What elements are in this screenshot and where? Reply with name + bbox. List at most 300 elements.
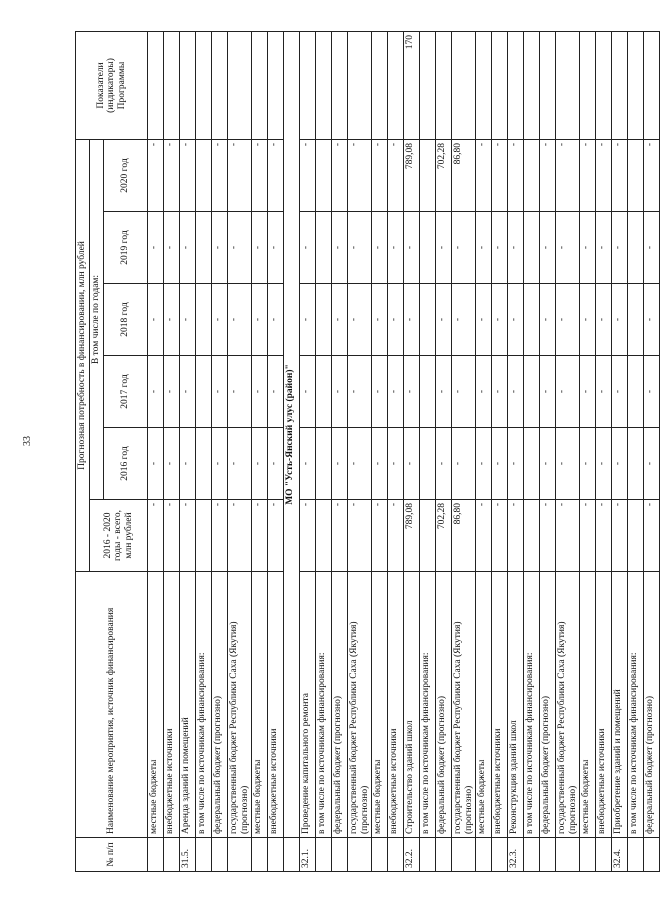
table-row: [180, 32, 196, 872]
row-2019: [628, 212, 644, 284]
row-indicator: [332, 32, 348, 140]
row-2016: -: [388, 428, 404, 500]
row-2016: [316, 428, 332, 500]
row-2020: -: [300, 140, 316, 212]
row-2020: [316, 140, 332, 212]
row-2018: -: [268, 284, 284, 356]
row-2019: -: [540, 212, 556, 284]
row-2016: -: [252, 428, 268, 500]
row-number: 32.1.: [300, 838, 316, 872]
row-name: Строительство зданий школ: [404, 572, 420, 838]
row-total: [196, 500, 212, 572]
table-row: [212, 32, 228, 872]
table-row: [404, 32, 420, 872]
row-total: -: [268, 500, 284, 572]
table-row: [524, 32, 540, 872]
header-forecast: Прогнозная потребность в финансировании, млн рублей: [76, 140, 90, 572]
row-total: -: [596, 500, 612, 572]
row-2016: -: [348, 428, 372, 500]
row-name: государственный бюджет Республики Саха (Якутия) (прогнозно): [556, 572, 580, 838]
row-indicator: [492, 32, 508, 140]
header-indicators: Показатели (индикаторы) Программы: [76, 32, 148, 140]
row-2019: -: [228, 212, 252, 284]
row-2018: -: [492, 284, 508, 356]
row-number: [164, 838, 180, 872]
row-2020: [196, 140, 212, 212]
row-2017: -: [332, 356, 348, 428]
row-2017: [420, 356, 436, 428]
row-2016: [524, 428, 540, 500]
table-row: [436, 32, 452, 872]
row-total: -: [644, 500, 660, 572]
table-row: [164, 32, 180, 872]
row-2016: -: [596, 428, 612, 500]
row-number: [644, 838, 660, 872]
row-number: [316, 838, 332, 872]
row-2019: [196, 212, 212, 284]
row-name: местные бюджеты: [252, 572, 268, 838]
table-row: [348, 32, 372, 872]
row-number: [524, 838, 540, 872]
table-row: [388, 32, 404, 872]
row-total: -: [388, 500, 404, 572]
row-2020: 86,80: [452, 140, 476, 212]
header-num: № п/п: [76, 838, 148, 872]
row-indicator: [372, 32, 388, 140]
row-indicator: [300, 32, 316, 140]
row-2018: -: [476, 284, 492, 356]
row-indicator: [420, 32, 436, 140]
row-name: внебюджетные источники: [268, 572, 284, 838]
row-number: [476, 838, 492, 872]
row-2017: [628, 356, 644, 428]
row-number: [212, 838, 228, 872]
row-2020: -: [540, 140, 556, 212]
row-number: [580, 838, 596, 872]
row-2019: -: [436, 212, 452, 284]
table-row: [300, 32, 316, 872]
row-2020: -: [476, 140, 492, 212]
row-2019: -: [300, 212, 316, 284]
table-body: [148, 32, 660, 872]
section-title: МО "Усть-Янский улус (район)": [284, 32, 300, 838]
row-2019: -: [268, 212, 284, 284]
row-2017: -: [268, 356, 284, 428]
row-2018: -: [508, 284, 524, 356]
row-total: -: [228, 500, 252, 572]
row-2016: -: [644, 428, 660, 500]
row-2016: -: [372, 428, 388, 500]
row-total: -: [580, 500, 596, 572]
row-2020: -: [268, 140, 284, 212]
row-2019: -: [372, 212, 388, 284]
row-2018: -: [644, 284, 660, 356]
table-row: [196, 32, 212, 872]
row-name: государственный бюджет Республики Саха (Якутия) (прогнозно): [348, 572, 372, 838]
row-indicator: [644, 32, 660, 140]
table-row: [148, 32, 164, 872]
row-2018: -: [404, 284, 420, 356]
row-2018: -: [164, 284, 180, 356]
row-2019: -: [180, 212, 196, 284]
row-2016: [628, 428, 644, 500]
row-number: [388, 838, 404, 872]
row-2018: -: [436, 284, 452, 356]
row-2016: [196, 428, 212, 500]
row-number: 32.4.: [612, 838, 628, 872]
row-name: федеральный бюджет (прогнозно): [212, 572, 228, 838]
row-2017: -: [212, 356, 228, 428]
row-2019: -: [452, 212, 476, 284]
row-2016: -: [148, 428, 164, 500]
row-name: внебюджетные источники: [164, 572, 180, 838]
row-2017: -: [388, 356, 404, 428]
row-name: местные бюджеты: [372, 572, 388, 838]
table-row: [332, 32, 348, 872]
row-indicator: [148, 32, 164, 140]
row-name: в том числе по источникам финансирования:: [628, 572, 644, 838]
table-header: [76, 32, 148, 872]
row-total: [420, 500, 436, 572]
row-2018: -: [540, 284, 556, 356]
row-2017: -: [508, 356, 524, 428]
row-2019: -: [148, 212, 164, 284]
row-total: -: [508, 500, 524, 572]
row-2017: -: [452, 356, 476, 428]
header-year: 2016 год: [104, 428, 148, 500]
row-2018: [196, 284, 212, 356]
table-row: [452, 32, 476, 872]
row-2020: [420, 140, 436, 212]
row-2017: -: [580, 356, 596, 428]
table-row: [508, 32, 524, 872]
row-total: -: [540, 500, 556, 572]
row-2019: -: [404, 212, 420, 284]
row-number: [196, 838, 212, 872]
header-name: Наименование мероприятия, источник финансирования: [76, 572, 148, 838]
row-2020: 789,08: [404, 140, 420, 212]
table-row: [492, 32, 508, 872]
row-indicator: [388, 32, 404, 140]
row-total: -: [372, 500, 388, 572]
row-2020: -: [228, 140, 252, 212]
row-indicator: [628, 32, 644, 140]
row-indicator: [476, 32, 492, 140]
row-name: в том числе по источникам финансирования:: [420, 572, 436, 838]
row-2018: -: [332, 284, 348, 356]
row-2016: -: [212, 428, 228, 500]
row-total: [524, 500, 540, 572]
row-indicator: [164, 32, 180, 140]
row-2020: -: [556, 140, 580, 212]
row-number: [436, 838, 452, 872]
row-2017: [524, 356, 540, 428]
row-2017: -: [404, 356, 420, 428]
row-total: -: [300, 500, 316, 572]
row-2016: -: [580, 428, 596, 500]
row-number: [148, 838, 164, 872]
row-indicator: [316, 32, 332, 140]
table-row: [644, 32, 660, 872]
row-number: 32.3.: [508, 838, 524, 872]
row-2017: -: [300, 356, 316, 428]
row-name: Приобретение зданий и помещений: [612, 572, 628, 838]
row-number: [420, 838, 436, 872]
row-indicator: [452, 32, 476, 140]
row-2019: -: [612, 212, 628, 284]
row-name: внебюджетные источники: [492, 572, 508, 838]
row-total: [628, 500, 644, 572]
row-2019: -: [332, 212, 348, 284]
row-2020: -: [148, 140, 164, 212]
row-2018: -: [372, 284, 388, 356]
row-name: местные бюджеты: [148, 572, 164, 838]
row-2019: [420, 212, 436, 284]
table-row: [612, 32, 628, 872]
row-number: [268, 838, 284, 872]
row-2016: -: [540, 428, 556, 500]
row-2018: [420, 284, 436, 356]
row-2020: [628, 140, 644, 212]
row-2018: -: [452, 284, 476, 356]
row-number: [492, 838, 508, 872]
row-2017: -: [436, 356, 452, 428]
rotated-page: [75, 32, 655, 872]
row-name: федеральный бюджет (прогнозно): [332, 572, 348, 838]
row-number: [372, 838, 388, 872]
row-2018: -: [180, 284, 196, 356]
header-year: 2020 год: [104, 140, 148, 212]
section-num-cell: [284, 838, 300, 872]
row-2020: -: [580, 140, 596, 212]
row-name: внебюджетные источники: [388, 572, 404, 838]
row-2018: -: [148, 284, 164, 356]
row-name: Аренда зданий и помещений: [180, 572, 196, 838]
row-name: местные бюджеты: [476, 572, 492, 838]
table-row: [268, 32, 284, 872]
row-number: 32.2.: [404, 838, 420, 872]
row-name: федеральный бюджет (прогнозно): [436, 572, 452, 838]
row-number: 31.5.: [180, 838, 196, 872]
table-row: [316, 32, 332, 872]
row-indicator: [268, 32, 284, 140]
row-indicator: [196, 32, 212, 140]
row-2018: -: [612, 284, 628, 356]
row-2020: -: [252, 140, 268, 212]
row-indicator: [348, 32, 372, 140]
row-indicator: [228, 32, 252, 140]
row-2019: [316, 212, 332, 284]
row-2017: -: [180, 356, 196, 428]
row-2019: [524, 212, 540, 284]
row-2019: -: [252, 212, 268, 284]
section-row: [284, 32, 300, 872]
row-number: [348, 838, 372, 872]
row-2018: -: [596, 284, 612, 356]
row-number: [628, 838, 644, 872]
row-total: -: [348, 500, 372, 572]
row-2016: -: [436, 428, 452, 500]
row-total: 789,08: [404, 500, 420, 572]
row-2016: -: [492, 428, 508, 500]
row-number: [228, 838, 252, 872]
row-indicator: [580, 32, 596, 140]
row-2017: -: [556, 356, 580, 428]
row-total: 86,80: [452, 500, 476, 572]
row-total: -: [164, 500, 180, 572]
table-row: [628, 32, 644, 872]
row-2020: -: [612, 140, 628, 212]
row-2017: [196, 356, 212, 428]
row-indicator: [556, 32, 580, 140]
row-2016: -: [228, 428, 252, 500]
row-indicator: [212, 32, 228, 140]
row-total: 702,28: [436, 500, 452, 572]
row-name: государственный бюджет Республики Саха (Якутия) (прогнозно): [452, 572, 476, 838]
row-2018: -: [228, 284, 252, 356]
header-total: 2016 - 2020 годы - всего, млн рублей: [90, 500, 148, 572]
row-2016: -: [452, 428, 476, 500]
row-2019: -: [476, 212, 492, 284]
row-2019: -: [508, 212, 524, 284]
table-row: [476, 32, 492, 872]
row-2016: [420, 428, 436, 500]
row-2020: -: [164, 140, 180, 212]
row-2019: -: [644, 212, 660, 284]
row-2016: -: [180, 428, 196, 500]
row-total: -: [252, 500, 268, 572]
row-2018: [628, 284, 644, 356]
row-2020: -: [180, 140, 196, 212]
row-total: -: [148, 500, 164, 572]
row-2020: -: [596, 140, 612, 212]
row-2019: -: [556, 212, 580, 284]
header-year: 2019 год: [104, 212, 148, 284]
row-2019: -: [388, 212, 404, 284]
row-2018: -: [580, 284, 596, 356]
row-2016: -: [612, 428, 628, 500]
row-name: в том числе по источникам финансирования:: [316, 572, 332, 838]
table-row: [580, 32, 596, 872]
row-2019: -: [596, 212, 612, 284]
row-name: местные бюджеты: [580, 572, 596, 838]
row-2019: -: [580, 212, 596, 284]
row-name: внебюджетные источники: [596, 572, 612, 838]
row-total: -: [556, 500, 580, 572]
table-row: [372, 32, 388, 872]
row-2016: -: [476, 428, 492, 500]
row-2018: -: [252, 284, 268, 356]
row-number: [596, 838, 612, 872]
row-name: Реконструкция зданий школ: [508, 572, 524, 838]
row-indicator: [180, 32, 196, 140]
row-2018: -: [348, 284, 372, 356]
row-2020: -: [372, 140, 388, 212]
row-indicator: [252, 32, 268, 140]
financing-table: [75, 31, 660, 872]
row-total: -: [212, 500, 228, 572]
row-2017: -: [492, 356, 508, 428]
row-2019: -: [164, 212, 180, 284]
table-row: [420, 32, 436, 872]
row-name: в том числе по источникам финансирования:: [524, 572, 540, 838]
row-2020: -: [212, 140, 228, 212]
row-2017: [316, 356, 332, 428]
page-number: 33: [22, 436, 33, 446]
table-row: [596, 32, 612, 872]
row-2017: -: [148, 356, 164, 428]
row-2020: -: [388, 140, 404, 212]
row-2017: -: [476, 356, 492, 428]
row-number: [332, 838, 348, 872]
row-2016: -: [508, 428, 524, 500]
row-2017: -: [164, 356, 180, 428]
row-name: Проведение капитального ремонта: [300, 572, 316, 838]
table-row: [540, 32, 556, 872]
header-year: 2018 год: [104, 284, 148, 356]
row-number: [556, 838, 580, 872]
row-2016: -: [164, 428, 180, 500]
row-2017: -: [228, 356, 252, 428]
row-2016: -: [300, 428, 316, 500]
row-indicator: [612, 32, 628, 140]
row-2019: -: [212, 212, 228, 284]
header-by-years: В том числе по годам:: [90, 140, 104, 500]
row-name: федеральный бюджет (прогнозно): [644, 572, 660, 838]
row-2018: [316, 284, 332, 356]
row-2017: -: [644, 356, 660, 428]
row-2017: -: [596, 356, 612, 428]
table-row: [556, 32, 580, 872]
row-2016: -: [556, 428, 580, 500]
row-2017: -: [372, 356, 388, 428]
row-2020: -: [492, 140, 508, 212]
row-total: -: [332, 500, 348, 572]
row-2018: [524, 284, 540, 356]
row-indicator: [596, 32, 612, 140]
header-year: 2017 год: [104, 356, 148, 428]
row-indicator: 170: [404, 32, 420, 140]
row-indicator: [508, 32, 524, 140]
row-total: -: [492, 500, 508, 572]
row-name: в том числе по источникам финансирования:: [196, 572, 212, 838]
row-total: -: [612, 500, 628, 572]
row-2017: -: [540, 356, 556, 428]
row-2018: -: [556, 284, 580, 356]
row-2018: -: [212, 284, 228, 356]
row-2020: -: [348, 140, 372, 212]
row-2020: [524, 140, 540, 212]
table-row: [228, 32, 252, 872]
row-number: [540, 838, 556, 872]
row-2020: 702,28: [436, 140, 452, 212]
row-name: федеральный бюджет (прогнозно): [540, 572, 556, 838]
row-total: [316, 500, 332, 572]
row-2016: -: [332, 428, 348, 500]
row-name: государственный бюджет Республики Саха (Якутия) (прогнозно): [228, 572, 252, 838]
row-2016: -: [404, 428, 420, 500]
row-2020: -: [508, 140, 524, 212]
row-2020: -: [644, 140, 660, 212]
row-2018: -: [388, 284, 404, 356]
row-2020: -: [332, 140, 348, 212]
row-indicator: [524, 32, 540, 140]
row-indicator: [436, 32, 452, 140]
row-number: [452, 838, 476, 872]
row-2018: -: [300, 284, 316, 356]
row-total: -: [180, 500, 196, 572]
row-2019: -: [348, 212, 372, 284]
